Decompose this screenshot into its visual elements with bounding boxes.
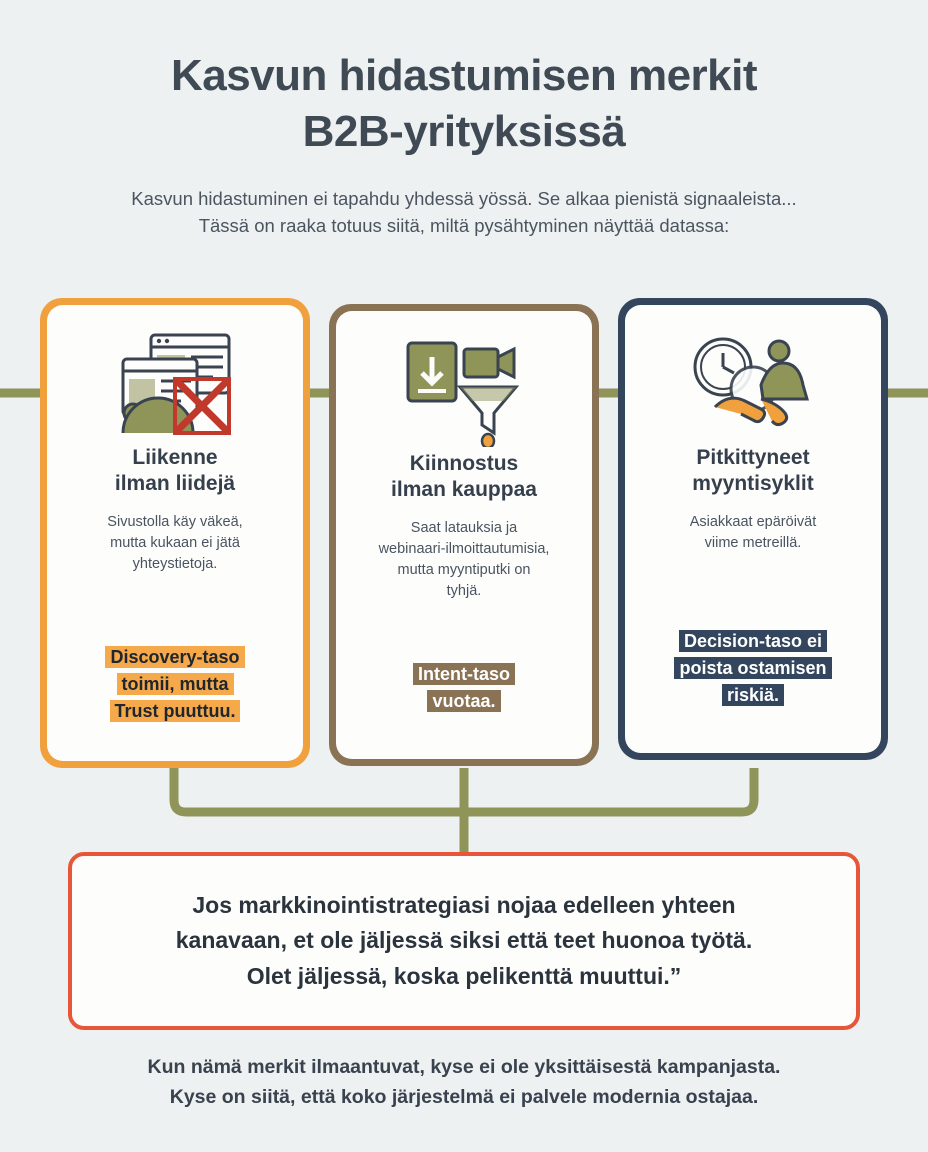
subtitle-line-1: Kasvun hidastuminen ei tapahdu yhdessä yössä. Se alkaa pienistä signaaleista...: [131, 187, 797, 209]
quote-line-1: Jos markkinointistrategiasi nojaa edelleen yhteen: [192, 891, 736, 918]
card-desc-line-1: Asiakkaat epäröivät: [689, 513, 817, 530]
footer-text: [0, 1052, 928, 1112]
card-title-line-2: ilman kauppaa: [391, 478, 537, 502]
tagline-line-2: toimii, mutta: [117, 673, 234, 695]
card-inner: [47, 305, 303, 761]
card-inner: [625, 305, 881, 753]
cards-row: [40, 298, 888, 768]
card-title-line-1: Kiinnostus: [409, 452, 519, 475]
title-line-1: Kasvun hidastumisen merkit: [170, 51, 758, 100]
card-tagline: [105, 644, 244, 725]
download-document-and-leaking-funnel-icon: [398, 333, 530, 449]
card-title: [692, 445, 813, 498]
card-desc-line-2: mutta kukaan ei jätä: [110, 534, 240, 551]
card-desc-line-1: Saat latauksia ja: [410, 519, 518, 536]
tagline-line-1: Decision-taso ei: [679, 630, 827, 652]
card-desc-line-4: tyhjä.: [446, 582, 482, 599]
tagline-line-1: Intent-taso: [413, 663, 515, 685]
card-description: [690, 512, 817, 554]
tagline-line-3: riskiä.: [722, 684, 784, 706]
card-description: [107, 512, 242, 575]
clock-and-handshake-icon: [687, 327, 819, 443]
card-inner: [336, 311, 592, 759]
card-title-line-2: ilman liidejä: [114, 472, 236, 496]
card-title-line-2: myyntisyklit: [692, 472, 814, 496]
quote-text: [148, 888, 781, 995]
quote-line-2: kanavaan, et ole jäljessä siksi että teet huonoa työtä.: [175, 927, 753, 954]
footer-line-2: Kyse on siitä, että koko järjestelmä ei palvele modernia ostajaa.: [169, 1086, 759, 1109]
title-line-2: B2B-yrityksissä: [302, 107, 626, 157]
card-description: [379, 518, 550, 603]
subtitle-line-2: Tässä on raaka totuus siitä, miltä pysähtyminen näyttää datassa:: [198, 215, 730, 237]
tagline-line-2: poista ostamisen: [674, 657, 831, 679]
tagline-line-1: Discovery-taso: [105, 646, 244, 668]
browser-window-with-red-x-icon: [109, 327, 241, 443]
quote-box: [68, 852, 860, 1030]
tagline-line-3: Trust puuttuu.: [110, 700, 241, 722]
card-desc-line-3: yhteystietoja.: [132, 555, 218, 572]
card-traffic-without-leads[interactable]: [40, 298, 310, 768]
card-title: [391, 451, 537, 504]
card-title-line-1: Liikenne: [132, 446, 218, 469]
card-title-line-1: Pitkittyneet: [696, 446, 810, 469]
card-tagline: [674, 628, 831, 709]
page-subtitle: [0, 185, 928, 241]
footer-line-1: Kun nämä merkit ilmaantuvat, kyse ei ole yksittäisestä kampanjasta.: [147, 1056, 781, 1078]
card-interest-without-deals[interactable]: [329, 304, 599, 766]
connector-bottom-bus: [174, 768, 754, 812]
card-prolonged-sales-cycles[interactable]: [618, 298, 888, 760]
quote-line-3: Olet jäljessä, koska pelikenttä muuttui.”: [246, 962, 682, 989]
card-desc-line-2: webinaari-ilmoittautumisia,: [378, 540, 550, 557]
card-tagline: [413, 661, 515, 715]
card-desc-line-2: viime metreillä.: [704, 534, 802, 551]
card-desc-line-1: Sivustolla käy väkeä,: [107, 513, 243, 530]
card-title: [115, 445, 235, 498]
tagline-line-2: vuotaa.: [427, 690, 500, 712]
page-title: [0, 0, 928, 161]
card-desc-line-3: mutta myyntiputki on: [397, 561, 531, 578]
